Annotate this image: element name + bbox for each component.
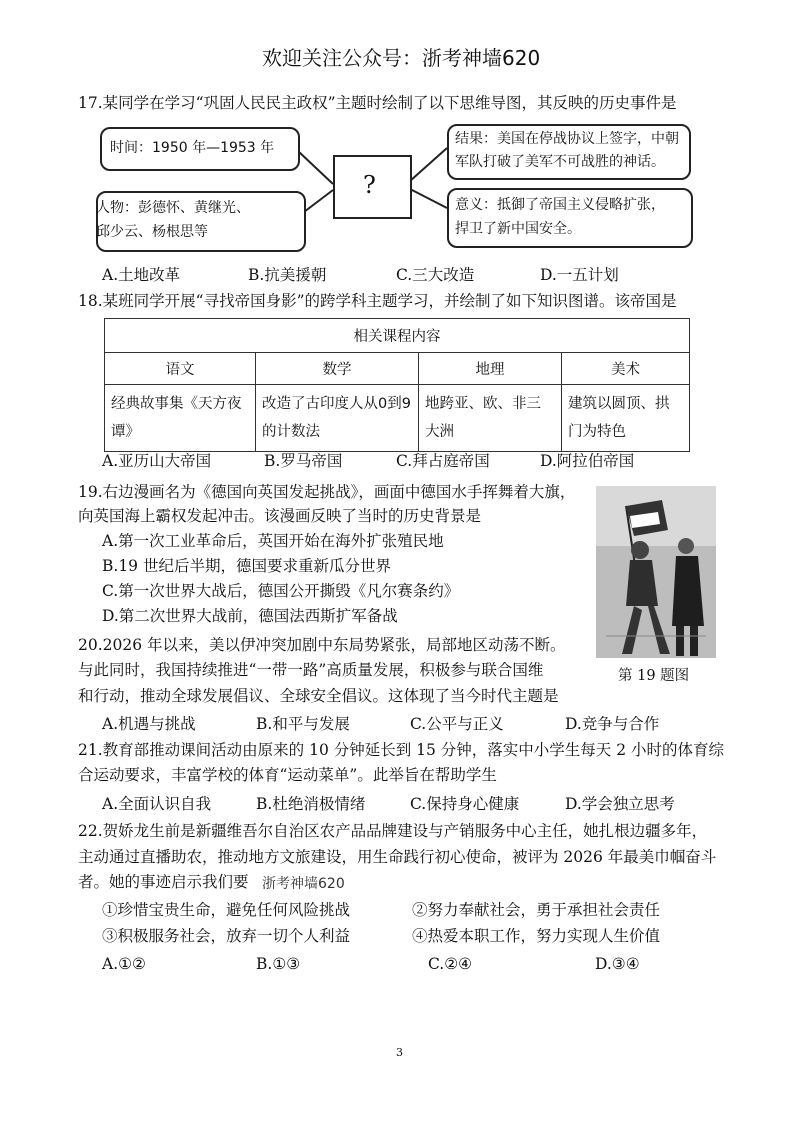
table-header-math: 数学	[256, 353, 419, 385]
q21-option-a[interactable]: A.全面认识自我	[102, 795, 212, 813]
q18-option-c[interactable]: C.拜占庭帝国	[396, 452, 490, 470]
q17-option-b[interactable]: B.抗美援朝	[248, 266, 327, 284]
mind-map-meaning-box	[447, 188, 693, 248]
question-20-line3: 和行动，推动全球发展倡议、全球安全倡议。这体现了当今时代主题是	[78, 687, 559, 705]
q22-item-3: ③积极服务社会，放弃一切个人利益	[102, 927, 351, 945]
q22-option-a[interactable]: A.①②	[102, 955, 146, 973]
question-18-stem: 18.某班同学开展“寻找帝国身影”的跨学科主题学习，并绘制了如下知识图谱。该帝国是	[78, 292, 677, 310]
q19-option-c[interactable]: C.第一次世界大战后，德国公开撕毁《凡尔赛条约》	[102, 582, 460, 600]
q21-option-c[interactable]: C.保持身心健康	[410, 795, 520, 813]
mind-map-time: 时间：1950 年—1953 年	[110, 140, 275, 156]
mind-map-time-box	[100, 127, 300, 171]
mind-map-result-line1: 结果：美国在停战协议上签字，中朝	[455, 131, 679, 147]
mind-map-people-line2: 邱少云、杨根思等	[96, 224, 208, 240]
table-cell-geography: 地跨亚、欧、非三大洲	[419, 385, 562, 452]
page-title: 欢迎关注公众号：浙考神墙620	[262, 46, 541, 70]
question-20-line1: 20.2026 年以来，美以伊冲突加剧中东局势紧张，局部地区动荡不断。	[78, 636, 566, 654]
question-19-line2: 向英国海上霸权发起冲击。该漫画反映了当时的历史背景是	[78, 507, 482, 525]
q18-option-d[interactable]: D.阿拉伯帝国	[540, 452, 635, 470]
mind-map-meaning-line2: 捍卫了新中国安全。	[455, 221, 581, 237]
question-22-line3: 者。她的事迹启示我们要	[78, 873, 249, 891]
q22-watermark: 浙考神墙620	[262, 876, 345, 892]
q19-option-a[interactable]: A.第一次工业革命后，英国开始在海外扩张殖民地	[102, 532, 444, 550]
mind-map-people-line1: 人物：彭德怀、黄继光、	[96, 200, 250, 216]
question-21-line2: 合运动要求，丰富学校的体育“运动菜单”。此举旨在帮助学生	[78, 766, 497, 784]
q17-option-a[interactable]: A.土地改革	[102, 266, 181, 284]
question-19-line1: 19.右边漫画名为《德国向英国发起挑战》，画面中德国水手挥舞着大旗，	[78, 483, 576, 501]
q20-option-a[interactable]: A.机遇与挑战	[102, 715, 196, 733]
table-header-art: 美术	[562, 353, 690, 385]
q20-option-d[interactable]: D.竞争与合作	[565, 715, 660, 733]
q19-figure-caption: 第 19 题图	[618, 668, 690, 684]
mind-map-center-box	[333, 155, 412, 219]
table-header-geography: 地理	[419, 353, 562, 385]
question-22-line1: 22.贺娇龙生前是新疆维吾尔自治区农产品品牌建设与产销服务中心主任，她扎根边疆多年，	[78, 822, 708, 840]
q17-option-d[interactable]: D.一五计划	[540, 266, 619, 284]
table-cell-chinese: 经典故事集《天方夜谭》	[105, 385, 256, 452]
mind-map-result-box	[447, 124, 691, 180]
q22-option-d[interactable]: D.③④	[595, 955, 640, 973]
mind-map-result-line2: 军队打破了美军不可战胜的神话。	[455, 154, 665, 170]
q19-option-b[interactable]: B.19 世纪后半期，德国要求重新瓜分世界	[102, 557, 391, 575]
table-header-chinese: 语文	[105, 353, 256, 385]
q22-option-c[interactable]: C.②④	[428, 955, 473, 973]
mind-map-meaning-line1: 意义：抵御了帝国主义侵略扩张，	[455, 197, 665, 213]
question-22-line2: 主动通过直播助农，推动地方文旅建设，用生命践行初心使命，被评为 2026 年最美巾帼奋斗	[78, 848, 717, 866]
q21-option-b[interactable]: B.杜绝消极情绪	[256, 795, 366, 813]
q22-item-4: ④热爱本职工作，努力实现人生价值	[412, 927, 661, 945]
q22-item-1: ①珍惜宝贵生命，避免任何风险挑战	[102, 901, 351, 919]
mind-map-question-mark: ?	[363, 171, 376, 199]
knowledge-table-title: 相关课程内容	[105, 319, 690, 353]
q19-option-d[interactable]: D.第二次世界大战前，德国法西斯扩军备战	[102, 607, 398, 625]
page-number: 3	[396, 1046, 403, 1059]
q21-option-d[interactable]: D.学会独立思考	[565, 795, 675, 813]
q22-item-2: ②努力奉献社会，勇于承担社会责任	[412, 901, 661, 919]
q19-cartoon-image	[596, 486, 716, 658]
question-20-line2: 与此同时，我国持续推进“一带一路”高质量发展，积极参与联合国维	[78, 661, 544, 679]
q18-option-a[interactable]: A.亚历山大帝国	[102, 452, 212, 470]
q17-option-c[interactable]: C.三大改造	[396, 266, 475, 284]
mind-map-people-box	[96, 191, 306, 252]
q22-option-b[interactable]: B.①③	[256, 955, 301, 973]
question-21-line1: 21.教育部推动课间活动由原来的 10 分钟延长到 15 分钟，落实中小学生每天 2 小时的体育综	[78, 741, 725, 759]
table-cell-art: 建筑以圆顶、拱门为特色	[562, 385, 690, 452]
knowledge-table	[104, 318, 690, 452]
question-17-stem: 17.某同学在学习“巩固人民民主政权”主题时绘制了以下思维导图，其反映的历史事件是	[78, 94, 677, 112]
table-cell-math: 改造了古印度人从0到9的计数法	[256, 385, 419, 452]
q20-option-b[interactable]: B.和平与发展	[256, 715, 350, 733]
q18-option-b[interactable]: B.罗马帝国	[264, 452, 343, 470]
q20-option-c[interactable]: C.公平与正义	[410, 715, 504, 733]
